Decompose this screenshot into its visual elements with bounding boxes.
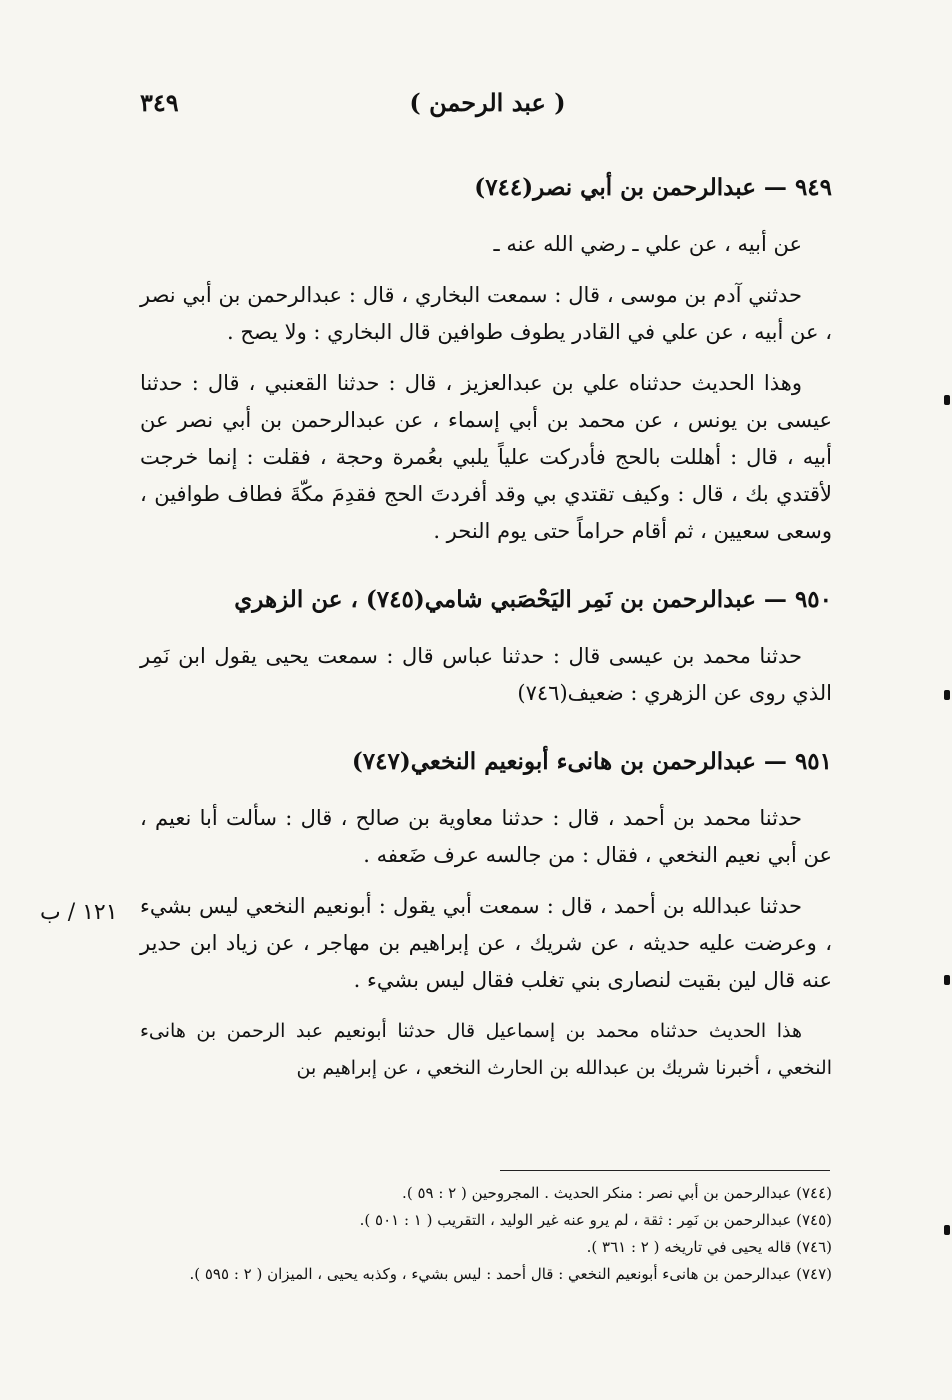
entry-paragraph: حدثنا محمد بن عيسى قال : حدثنا عباس قال : سمعت يحيى يقول ابن نَمِر الذي روى عن الزهري : ضعيف(٧٤٦) <box>140 644 832 705</box>
entry-paragraph: حدثنا عبدالله بن أحمد ، قال : سمعت أبي يقول : أبونعيم النخعي ليس بشيء ، وعرضت عليه حديثه ، عن شريك ، عن إبراهيم بن مهاجر ، عن زياد ابن حدير عنه قال لين بقيت لنصارى بني تغلب فقال ليس بشيء . <box>140 894 832 992</box>
entry-950 <box>140 580 832 712</box>
footnote: (٧٤٤) عبدالرحمن بن أبي نصر : منكر الحديث . المجروحين ( ٢ : ٥٩ ). <box>402 1184 832 1202</box>
entry-951 <box>140 742 832 1087</box>
scan-edge-mark <box>944 975 950 985</box>
page-header <box>140 88 835 128</box>
footnote: (٧٤٦) قاله يحيى في تاريخه ( ٢ : ٣٦١ ). <box>586 1238 832 1256</box>
entry-heading: ٩٥٠ — عبدالرحمن بن نَمِر اليَحْصَبي شامي(٧٤٥) ، عن الزهري <box>234 586 832 613</box>
entry-heading: ٩٥١ — عبدالرحمن بن هانىء أبونعيم النخعي(٧٤٧) <box>351 748 832 775</box>
main-text <box>140 168 832 1101</box>
entry-paragraph: هذا الحديث حدثناه محمد بن إسماعيل قال حدثنا أبونعيم عبد الرحمن بن هانىء النخعي ، أخبرنا شريك بن عبدالله بن الحارث النخعي ، عن إبراهيم بن <box>140 1020 832 1079</box>
entry-paragraph: حدثني آدم بن موسى ، قال : سمعت البخاري ، قال : عبدالرحمن بن أبي نصر ، عن أبيه ، عن علي في القادر يطوف طوافين قال البخاري : ولا يصح . <box>140 283 832 344</box>
footnote-divider <box>500 1170 830 1171</box>
margin-folio-note: ١٢١ / ب <box>40 900 118 925</box>
scan-edge-mark <box>944 690 950 700</box>
footnote: (٧٤٥) عبدالرحمن بن نَمِر : ثقة ، لم يرو عنه غير الوليد ، التقريب ( ١ : ٥٠١ ). <box>359 1211 832 1229</box>
entry-paragraph: حدثنا محمد بن أحمد ، قال : حدثنا معاوية بن صالح ، قال : سألت أبا نعيم ، عن أبي نعيم النخعي ، فقال : من جالسه عرف ضَعفه . <box>140 806 832 867</box>
footnotes <box>140 1180 832 1288</box>
page-number: ٣٤٩ <box>140 88 179 117</box>
entry-heading: ٩٤٩ — عبدالرحمن بن أبي نصر(٧٤٤) <box>474 174 832 201</box>
entry-949 <box>140 168 832 550</box>
page-title: ( عبد الرحمن ) <box>409 88 566 117</box>
entry-paragraph: عن أبيه ، عن علي ـ رضي الله عنه ـ <box>493 232 802 256</box>
entry-paragraph: وهذا الحديث حدثناه علي بن عبدالعزيز ، قال : حدثنا القعنبي ، قال : حدثنا عيسى بن يونس ، عن محمد بن أبي إسماء ، عن عبدالرحمن بن أبي نصر عن أبيه ، قال : أهللت بالحج فأدركت علياً يلبي بعُمرة وحجة ، فقلت : إنما خرجت لأقتدي بك ، قال : وكيف تقتدي بي وقد أفردتَ الحج فقدِمَ مكّةَ فطاف طوافين ، وسعى سعيين ، ثم أقام حراماً حتى يوم النحر . <box>140 371 832 543</box>
footnote: (٧٤٧) عبدالرحمن بن هانىء أبونعيم النخعي : قال أحمد : ليس بشيء ، وكذبه يحيى ، الميزان ( ٢ : ٥٩٥ ). <box>189 1265 832 1283</box>
scan-edge-mark <box>944 395 950 405</box>
scan-edge-mark <box>944 1225 950 1235</box>
